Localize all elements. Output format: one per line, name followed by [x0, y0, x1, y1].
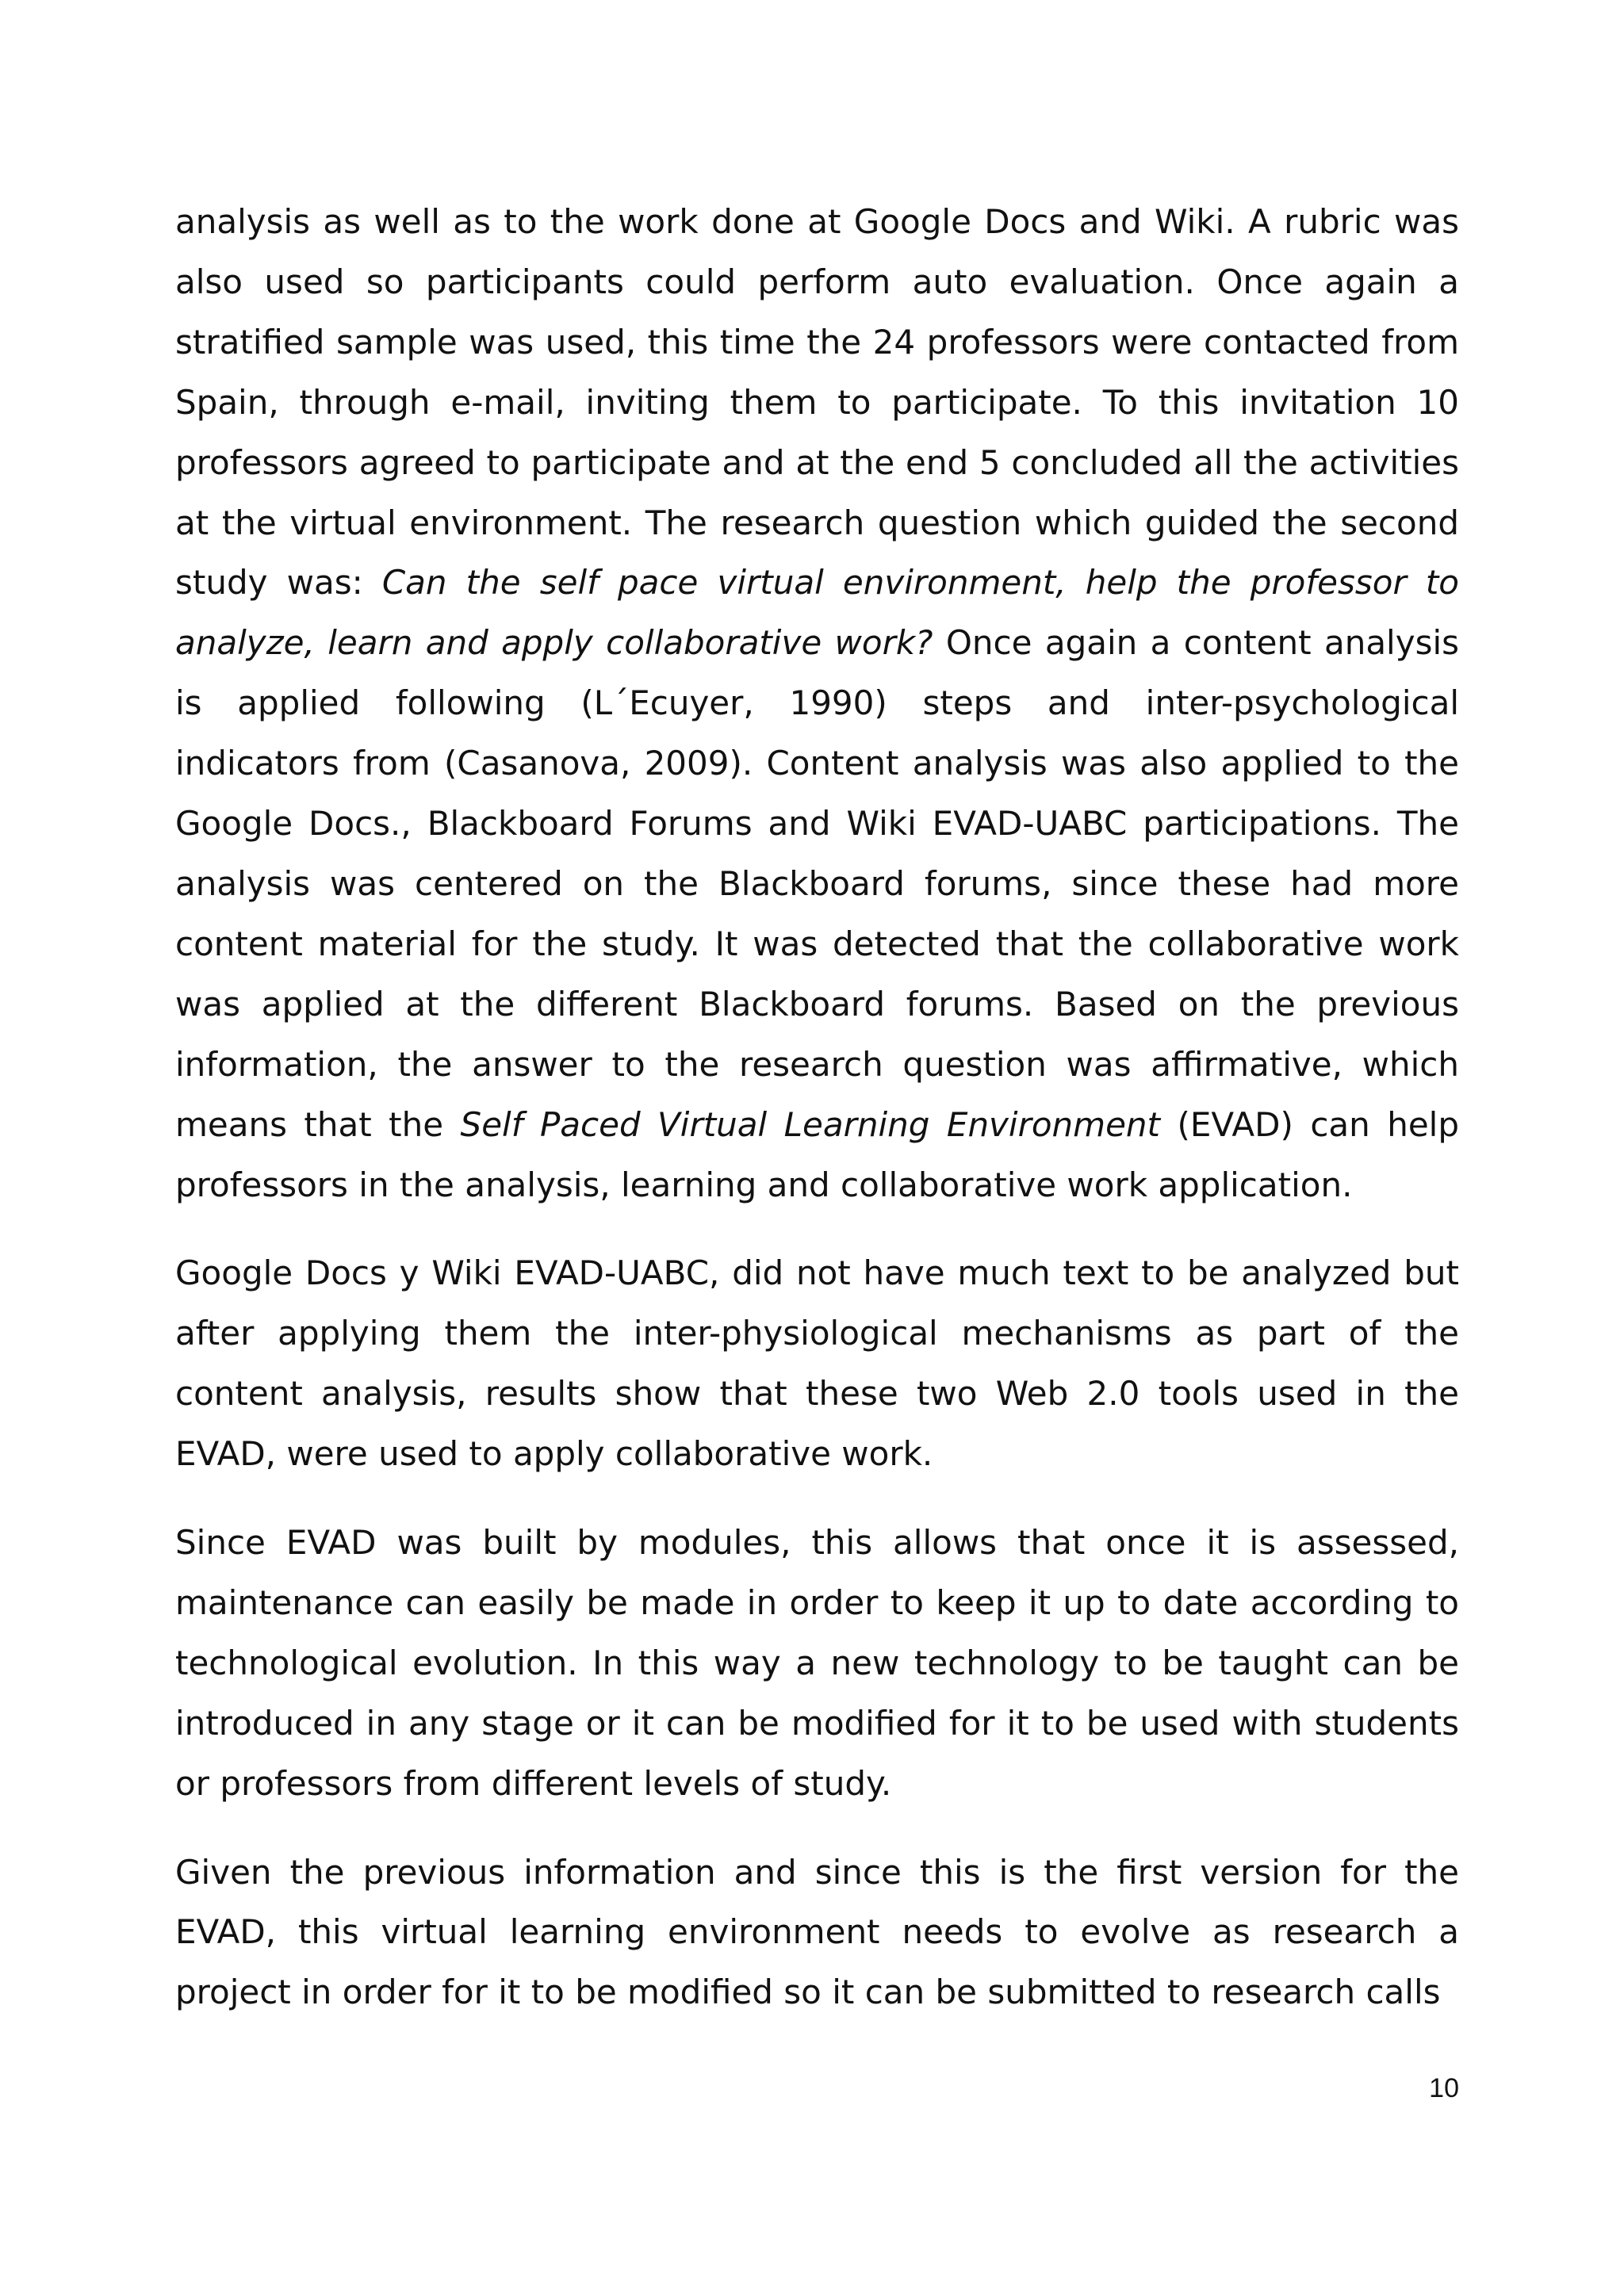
- research-question-italic: Can the self pace virtual environment, help the professor to analyze, learn and apply collaborative work?: [175, 563, 1459, 663]
- paragraph-3: Since EVAD was built by modules, this allows that once it is assessed, maintenance can easily be made in order to keep it up to date according to technological evolution. In this way a new technology to be taught can be introduced in any stage or it can be modified for it to be used with students or professors from different levels of study.: [175, 1523, 1459, 1803]
- paragraph-1-text-b: Once again a content analysis is applied following (L´Ecuyer, 1990) steps and inter-psychological indicators from (Casanova, 2009). Content analysis was also applied to the Google Docs., Blackboard Forums and Wiki EVAD-UABC participations. The analysis was centered on the Blackboard forums, since these had more content material for the study. It was detected that the collaborative work was applied at the different Blackboard forums. Based on the previous information, the answer to the research question was affirmative, which means that the: [175, 623, 1460, 1144]
- paragraph-1: [175, 192, 1459, 1215]
- paragraph-1-text-c: (EVAD) can help professors in the analysis, learning and collaborative work application.: [175, 1104, 1460, 1204]
- paragraph-2: Google Docs y Wiki EVAD-UABC, did not have much text to be analyzed but after applying them the inter-physiological mechanisms as part of the content analysis, results show that these two Web 2.0 tools used in the EVAD, were used to apply collaborative work.: [175, 1253, 1459, 1474]
- body-text: [175, 192, 1459, 2022]
- evad-name-italic: Self Paced Virtual Learning Environment: [460, 1104, 1161, 1144]
- page-number: 10: [1429, 2073, 1459, 2103]
- paragraph-1-text-a: analysis as well as to the work done at Google Docs and Wiki. A rubric was also used so participants could perform auto evaluation. Once again a stratified sample was used, this time the 24 professors were contacted from Spain, through e-mail, inviting them to participate. To this invitation 10 professors agreed to participate and at the end 5 concluded all the activities at the virtual environment. The research question which guided the second study was:: [175, 202, 1459, 603]
- paragraph-4: Given the previous information and since this is the first version for the EVAD, this virtual learning environment needs to evolve as research a project in order for it to be modified so it can be submitted to research calls: [175, 1852, 1459, 2012]
